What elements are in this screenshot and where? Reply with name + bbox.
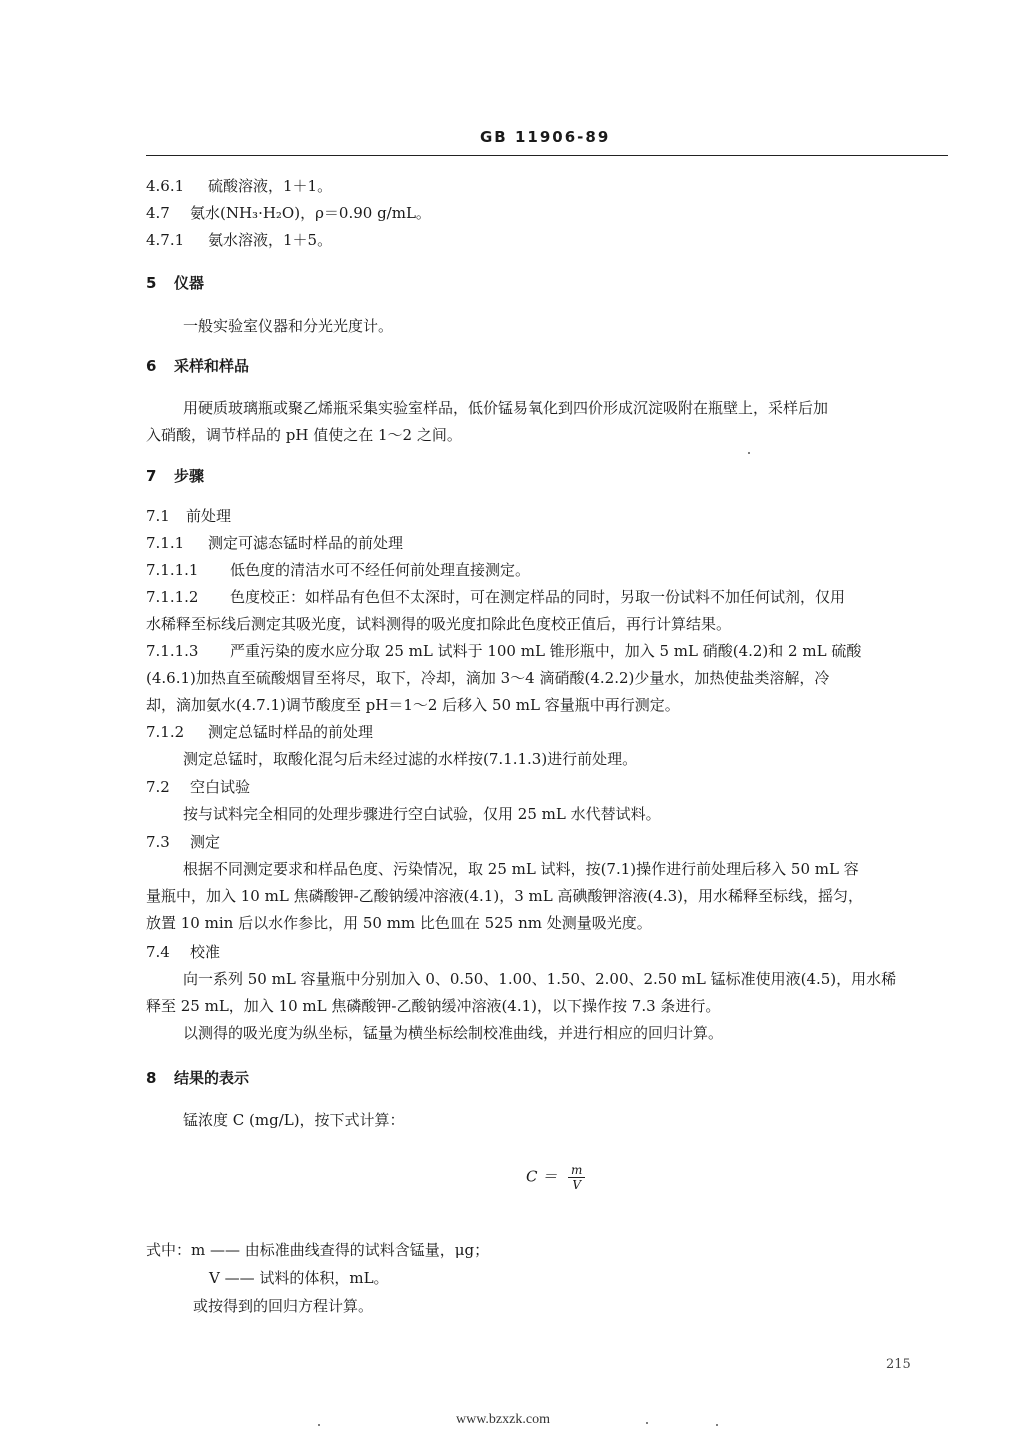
formula-denominator: V [572,1178,582,1192]
clause-7-4-paragraph-line-1: 向一系列 50 mL 容量瓶中分别加入 0、0.50、1.00、1.50、2.00、2.50 mL 锰标准使用液(4.5)，用水稀 [183,970,897,988]
clause-4-7: 4.7 氨水(NH₃·H₂O)，ρ＝0.90 g/mL。 [146,204,431,222]
formula-fraction [568,1163,585,1192]
clause-7-3-paragraph-line-2: 量瓶中，加入 10 mL 焦磷酸钾-乙酸钠缓冲溶液(4.1)，3 mL 高碘酸钾溶液(4.3)，用水稀释至标线，摇匀， [146,887,864,905]
clause-7-3: 7.3 测定 [146,833,221,851]
scan-speck [748,452,750,454]
clause-7-1-1-3: 7.1.1.3 严重污染的废水应分取 25 mL 试料于 100 mL 锥形瓶中，加入 5 mL 硝酸(4.2)和 2 mL 硫酸 [146,642,862,660]
clause-7-3-paragraph-line-1: 根据不同测定要求和样品色度、污染情况，取 25 mL 试料，按(7.1)操作进行前处理后移入 50 mL 容 [183,860,859,878]
clause-7-4: 7.4 校准 [146,943,221,961]
section-5-heading: 5 仪器 [146,274,205,292]
clause-7-1-1-2: 7.1.1.2 色度校正：如样品有色但不太深时，可在测定样品的同时，另取一份试料不加任何试剂，仅用 [146,588,846,606]
section-8-paragraph: 锰浓度 C (mg/L)，按下式计算： [183,1111,405,1129]
scan-speck [716,1424,718,1426]
clause-7-1: 7.1 前处理 [146,507,232,525]
clause-7-2: 7.2 空白试验 [146,778,251,796]
where-m-definition: 式中：m —— 由标准曲线查得的试料含锰量，μg； [146,1241,490,1259]
scan-speck [646,1422,648,1424]
header-rule [146,155,948,156]
clause-7-1-2: 7.1.2 测定总锰时样品的前处理 [146,723,374,741]
standard-number: GB 11906-89 [480,128,611,146]
clause-7-1-1-1: 7.1.1.1 低色度的清洁水可不经任何前处理直接测定。 [146,561,531,579]
page-number: 215 [886,1357,911,1372]
formula-numerator: m [568,1163,585,1178]
clause-7-2-paragraph: 按与试料完全相同的处理步骤进行空白试验，仅用 25 mL 水代替试料。 [183,805,661,823]
clause-4-7-1: 4.7.1 氨水溶液，1＋5。 [146,231,333,249]
where-alternative: 或按得到的回归方程计算。 [193,1297,374,1315]
clause-7-4-paragraph-line-2: 释至 25 mL，加入 10 mL 焦磷酸钾-乙酸钠缓冲溶液(4.1)，以下操作按 7.3 条进行。 [146,997,721,1015]
clause-7-3-paragraph-line-3: 放置 10 min 后以水作参比，用 50 mm 比色皿在 525 nm 处测量吸光度。 [146,914,652,932]
concentration-formula [526,1163,585,1192]
scan-speck [318,1424,320,1426]
section-5-paragraph: 一般实验室仪器和分光光度计。 [183,317,394,335]
where-v-definition: V —— 试料的体积，mL。 [209,1269,389,1287]
clause-7-1-2-paragraph: 测定总锰时，取酸化混匀后未经过滤的水样按(7.1.1.3)进行前处理。 [183,750,638,768]
section-7-heading: 7 步骤 [146,467,205,485]
clause-7-1-1: 7.1.1 测定可滤态锰时样品的前处理 [146,534,404,552]
section-6-paragraph-line-2: 入硝酸，调节样品的 pH 值使之在 1～2 之间。 [146,426,462,444]
clause-7-1-1-3-cont-1: (4.6.1)加热直至硫酸烟冒至将尽，取下，冷却，滴加 3～4 滴硝酸(4.2.2)少量水，加热使盐类溶解，冷 [146,669,830,687]
section-8-heading: 8 结果的表示 [146,1069,250,1087]
section-6-paragraph-line-1: 用硬质玻璃瓶或聚乙烯瓶采集实验室样品，低价锰易氧化到四价形成沉淀吸附在瓶壁上，采样后加 [183,399,829,417]
footer-url: www.bzxzk.com [456,1412,550,1427]
clause-7-1-1-2-cont: 水稀释至标线后测定其吸光度，试料测得的吸光度扣除此色度校正值后，再行计算结果。 [146,615,732,633]
section-6-heading: 6 采样和样品 [146,357,250,375]
clause-7-4-paragraph-line-3: 以测得的吸光度为纵坐标，锰量为横坐标绘制校准曲线，并进行相应的回归计算。 [183,1024,724,1042]
formula-lhs: C ＝ [526,1167,558,1186]
clause-4-6-1: 4.6.1 硫酸溶液，1＋1。 [146,177,333,195]
clause-7-1-1-3-cont-2: 却，滴加氨水(4.7.1)调节酸度至 pH＝1～2 后移入 50 mL 容量瓶中再行测定。 [146,696,680,714]
